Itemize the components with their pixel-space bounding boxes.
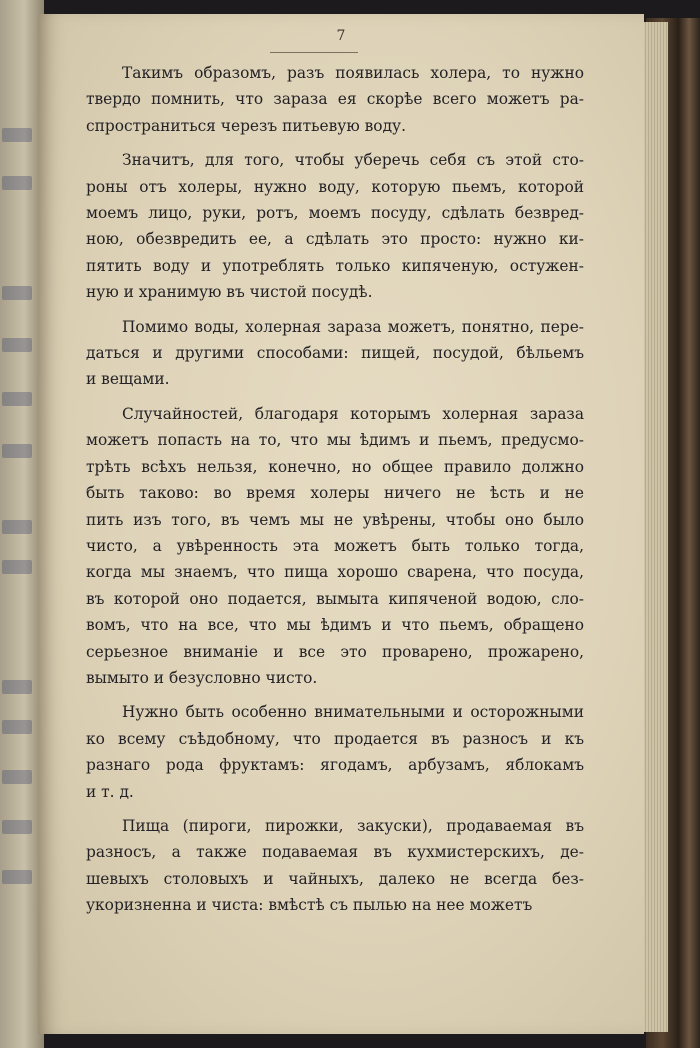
text-line: быть таково: во время холеры ничего не ѣсть и не: [86, 484, 584, 503]
text-line: и т. д.: [86, 782, 134, 801]
text-line: и вещами.: [86, 370, 170, 389]
text-line: можетъ попасть на то, что мы ѣдимъ и пьемъ, предусмо-: [86, 431, 584, 450]
facing-page-fragment: [2, 520, 32, 534]
text-line: чисто, а увѣренность эта можетъ быть только тогда,: [86, 536, 584, 555]
paragraph: [86, 147, 584, 305]
text-line: въ которой оно подается, вымыта кипяченой водою, сло-: [86, 589, 584, 608]
text-line: ною, обезвредить ее, а сдѣлать это просто: нужно ки-: [86, 230, 584, 249]
text-line: ко всему съѣдобному, что продается въ разносъ и къ: [86, 729, 584, 748]
paragraph: [86, 60, 584, 139]
text-line: шевыхъ столовыхъ и чайныхъ, далеко не всегда без-: [86, 869, 584, 888]
text-line: даться и другими способами: пищей, посудой, бѣльемъ: [86, 344, 584, 363]
facing-page-fragment: [2, 444, 32, 458]
book-page: [38, 14, 644, 1034]
page-text: [86, 60, 584, 927]
facing-page-fragment: [2, 820, 32, 834]
text-line: Значитъ, для того, чтобы уберечь себя съ этой сто-: [122, 151, 584, 170]
text-line: роны отъ холеры, нужно воду, которую пьемъ, которой: [86, 177, 584, 196]
facing-page-fragment: [2, 870, 32, 884]
text-line: Случайностей, благодаря которымъ холерная зараза: [122, 404, 584, 423]
paragraph: [86, 314, 584, 393]
facing-page-fragment: [2, 286, 32, 300]
facing-page-fragment: [2, 680, 32, 694]
text-line: спространиться черезъ питьевую воду.: [86, 116, 406, 135]
facing-page-fragment: [2, 560, 32, 574]
text-line: пить изъ того, въ чемъ мы не увѣрены, чтобы оно было: [86, 510, 584, 529]
text-line: когда мы знаемъ, что пища хорошо сварена, что посуда,: [86, 563, 584, 582]
text-line: пятить воду и употреблять только кипяченую, остужен-: [86, 256, 584, 275]
text-line: разносъ, а также подаваемая въ кухмистерскихъ, де-: [86, 843, 584, 862]
text-line: вымыто и безусловно чисто.: [86, 668, 318, 687]
text-line: ную и хранимую въ чистой посудѣ.: [86, 283, 373, 302]
text-line: моемъ лицо, руки, ротъ, моемъ посуду, сдѣлать безвред-: [86, 204, 584, 223]
text-line: Помимо воды, холерная зараза можетъ, понятно, пере-: [122, 317, 584, 336]
facing-page-fragment: [2, 770, 32, 784]
text-line: твердо помнить, что зараза ея скорѣе всего можетъ ра-: [86, 90, 584, 109]
facing-page-fragment: [2, 176, 32, 190]
page-number: 7: [336, 28, 346, 44]
facing-page-fragment: [2, 338, 32, 352]
facing-page-fragment: [2, 720, 32, 734]
text-line: трѣть всѣхъ нельзя, конечно, но общее правило должно: [86, 457, 584, 476]
facing-page-fragment: [2, 128, 32, 142]
text-line: Нужно быть особенно внимательными и осторожными: [122, 703, 584, 722]
text-line: серьезное вниманіе и все это проварено, прожарено,: [86, 642, 584, 661]
text-line: Пища (пироги, пирожки, закуски), продаваемая въ: [122, 816, 584, 835]
paragraph: [86, 699, 584, 805]
text-line: вомъ, что на все, что мы ѣдимъ и что пьемъ, обращено: [86, 616, 584, 635]
header-rule: [270, 52, 358, 53]
paragraph: [86, 401, 584, 691]
text-line: разнаго рода фруктамъ: ягодамъ, арбузамъ, яблокамъ: [86, 756, 584, 775]
facing-page-fragment: [2, 392, 32, 406]
text-line: Такимъ образомъ, разъ появилась холера, то нужно: [122, 64, 584, 82]
paragraph: [86, 813, 584, 919]
text-line: укоризненна и чиста: вмѣстѣ съ пылью на нее можетъ: [86, 896, 533, 915]
